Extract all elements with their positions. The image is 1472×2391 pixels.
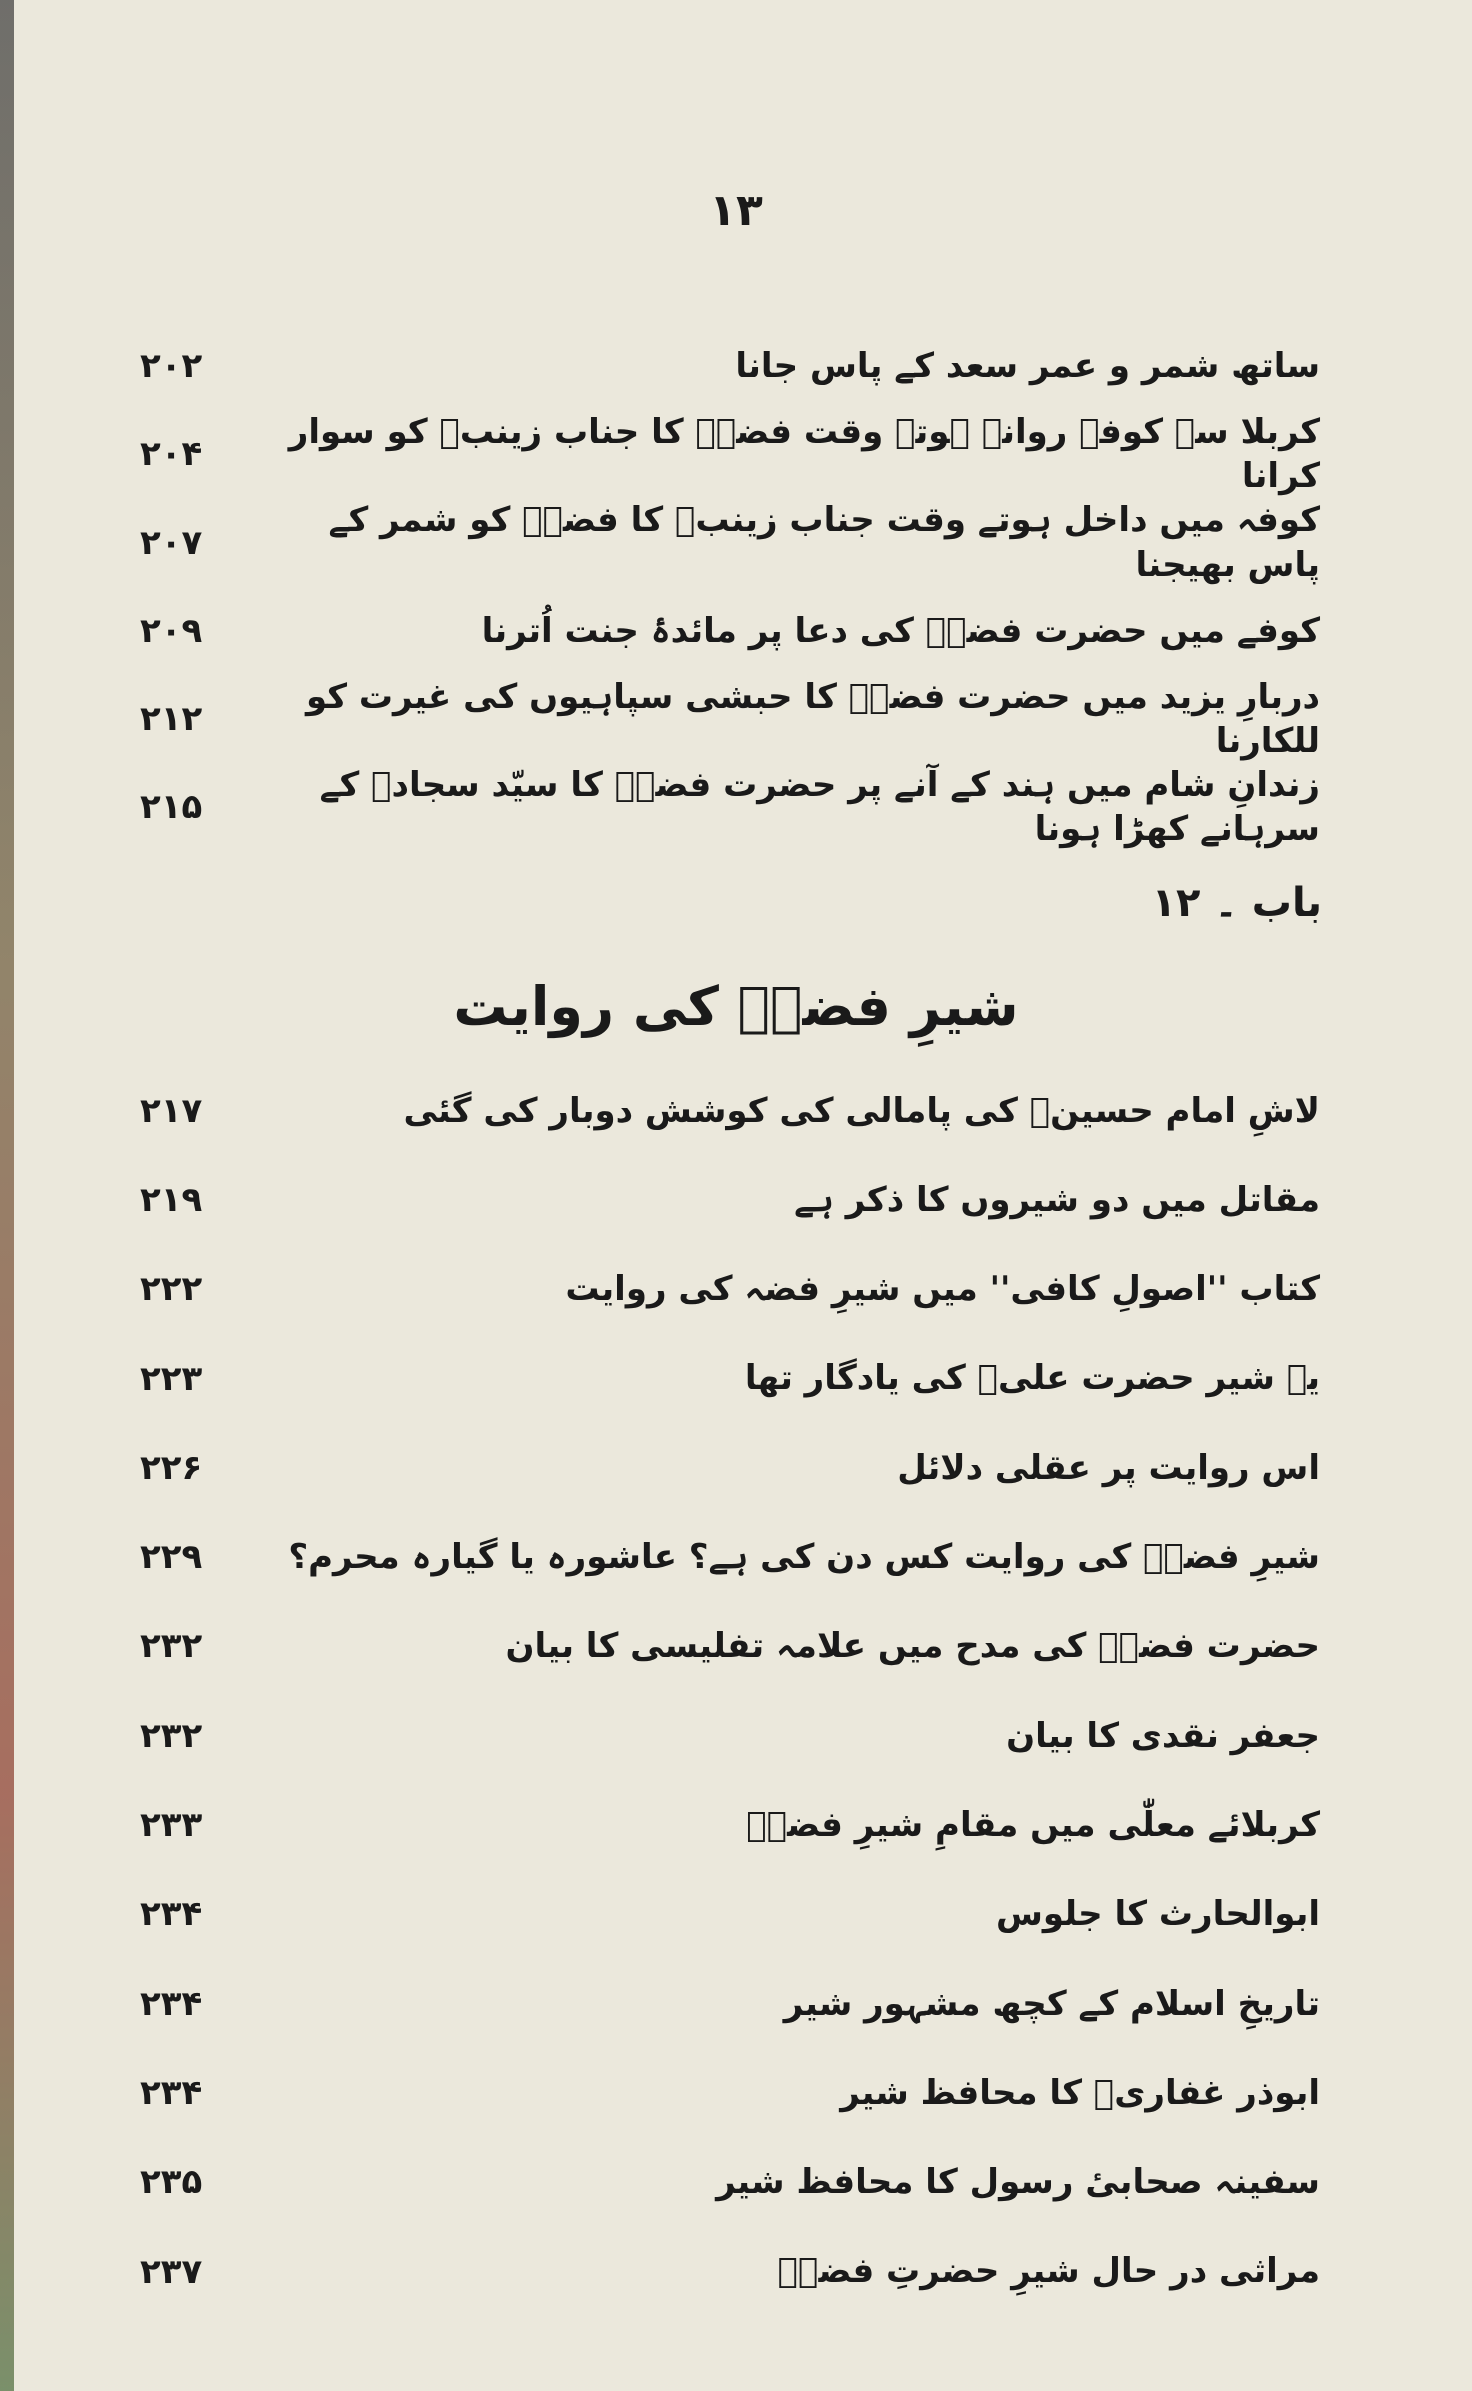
toc-entry-page: ۲۱۷ <box>140 1090 203 1131</box>
toc-entry <box>140 1691 1320 1780</box>
toc-entry-page: ۲۱۲ <box>140 698 203 739</box>
toc-entry-title: لاشِ امام حسینؑ کی پامالی کی کوشش دوبار کی گئی <box>403 1090 1320 1131</box>
toc-entry-page: ۲۲۳ <box>140 1358 203 1399</box>
toc-entry <box>140 410 1320 498</box>
toc-entry-page: ۲۰۲ <box>140 346 203 386</box>
toc-entry <box>140 2227 1320 2316</box>
toc-entry-page: ۲۰۹ <box>140 610 203 651</box>
toc-entry-page: ۲۰۴ <box>140 434 203 475</box>
toc-entry-title: اس روایت پر عقلی دلائل <box>897 1447 1320 1488</box>
toc-entry <box>140 1780 1320 1869</box>
toc-entry-title: ساتھ شمر و عمر سعد کے پاس جانا <box>735 345 1320 386</box>
toc-entry <box>140 2138 1320 2227</box>
toc-entry <box>140 498 1320 586</box>
toc-entry-title: جعفر نقدی کا بیان <box>1006 1715 1320 1756</box>
toc-entry <box>140 1155 1320 1244</box>
toc-entry-title: کربلا سے کوفے روانہ ہوتے وقت فضہؑ کا جناب زینبؑ کو سوار کرانا <box>288 412 1320 497</box>
toc-entry-page: ۲۱۵ <box>140 787 203 828</box>
toc-entry <box>140 1602 1320 1691</box>
toc-entry <box>140 1959 1320 2048</box>
toc-entry-title: زندانِ شام میں ہند کے آنے پر حضرت فضہؑ کا سیّد سجادؑ کے سرہانے کھڑا ہونا <box>319 765 1320 850</box>
toc-entry-title: دربارِ یزید میں حضرت فضہؑ کا حبشی سپاہیوں کی غیرت کو للکارنا <box>305 676 1320 761</box>
toc-entry <box>140 587 1320 675</box>
toc-entry-title: حضرت فضہؑ کی مدح میں علامہ تفلیسی کا بیان <box>505 1626 1320 1667</box>
toc-entry-page: ۲۲۹ <box>140 1537 203 1578</box>
toc-entry-title: ابوالحارث کا جلوس <box>996 1894 1320 1935</box>
chapter-label: باب ۔ ۱۲ <box>1151 880 1322 926</box>
toc-entry-title: شیرِ فضہؑ کی روایت کس دن کی ہے؟ عاشورہ یا گیارہ محرم؟ <box>288 1537 1320 1578</box>
toc-entry <box>140 763 1320 851</box>
toc-entry-title: یہ شیر حضرت علیؑ کی یادگار تھا <box>744 1358 1320 1399</box>
toc-entry <box>140 1423 1320 1512</box>
toc-entry <box>140 675 1320 763</box>
toc-entry <box>140 1512 1320 1601</box>
toc-entry-title: تاریخِ اسلام کے کچھ مشہور شیر <box>783 1983 1320 2024</box>
toc-entry-title: ابوذر غفاریؑ کا محافظ شیر <box>840 2072 1320 2113</box>
toc-entry-title: مقاتل میں دو شیروں کا ذکر ہے <box>794 1179 1320 1220</box>
toc-entry-page: ۲۳۴ <box>140 1983 203 2024</box>
page-number: ۱۳ <box>709 185 763 236</box>
toc-entry-title: کربلائے معلّٰی میں مقامِ شیرِ فضہؑ <box>746 1804 1320 1845</box>
toc-section-2 <box>140 1066 1320 2316</box>
toc-entry-page: ۲۳۳ <box>140 1805 203 1846</box>
chapter-title: شیرِ فضہؑ کی روایت <box>453 975 1019 1038</box>
toc-entry-page: ۲۰۷ <box>140 522 203 563</box>
toc-entry-page: ۲۳۲ <box>140 1715 203 1756</box>
toc-entry <box>140 322 1320 410</box>
toc-entry-page: ۲۲۲ <box>140 1269 203 1310</box>
toc-entry-page: ۲۲۶ <box>140 1447 203 1488</box>
toc-entry-page: ۲۳۴ <box>140 2072 203 2113</box>
toc-entry <box>140 1245 1320 1334</box>
toc-entry-title: سفینہ صحابیٔ رسول کا محافظ شیر <box>716 2162 1320 2203</box>
toc-entry <box>140 1870 1320 1959</box>
toc-entry <box>140 2048 1320 2137</box>
toc-entry-page: ۲۳۲ <box>140 1626 203 1667</box>
toc-entry-title: کوفہ میں داخل ہوتے وقت جناب زینبؑ کا فضہؑ کو شمر کے پاس بھیجنا <box>328 500 1320 585</box>
toc-entry <box>140 1334 1320 1423</box>
toc-section-1 <box>140 322 1320 852</box>
toc-entry <box>140 1066 1320 1155</box>
toc-entry-page: ۲۳۵ <box>140 2162 203 2203</box>
toc-entry-title: کوفے میں حضرت فضہؑ کی دعا پر مائدۂ جنت اُترنا <box>481 610 1320 651</box>
book-cover-edge <box>0 0 14 2391</box>
toc-entry-title: کتاب ''اصولِ کافی'' میں شیرِ فضہ کی روایت <box>565 1269 1320 1310</box>
toc-entry-title: مراثی در حال شیرِ حضرتِ فضہؑ <box>777 2251 1320 2292</box>
toc-entry-page: ۲۳۷ <box>140 2251 203 2292</box>
toc-entry-page: ۲۱۹ <box>140 1179 203 1220</box>
toc-entry-page: ۲۳۴ <box>140 1894 203 1935</box>
